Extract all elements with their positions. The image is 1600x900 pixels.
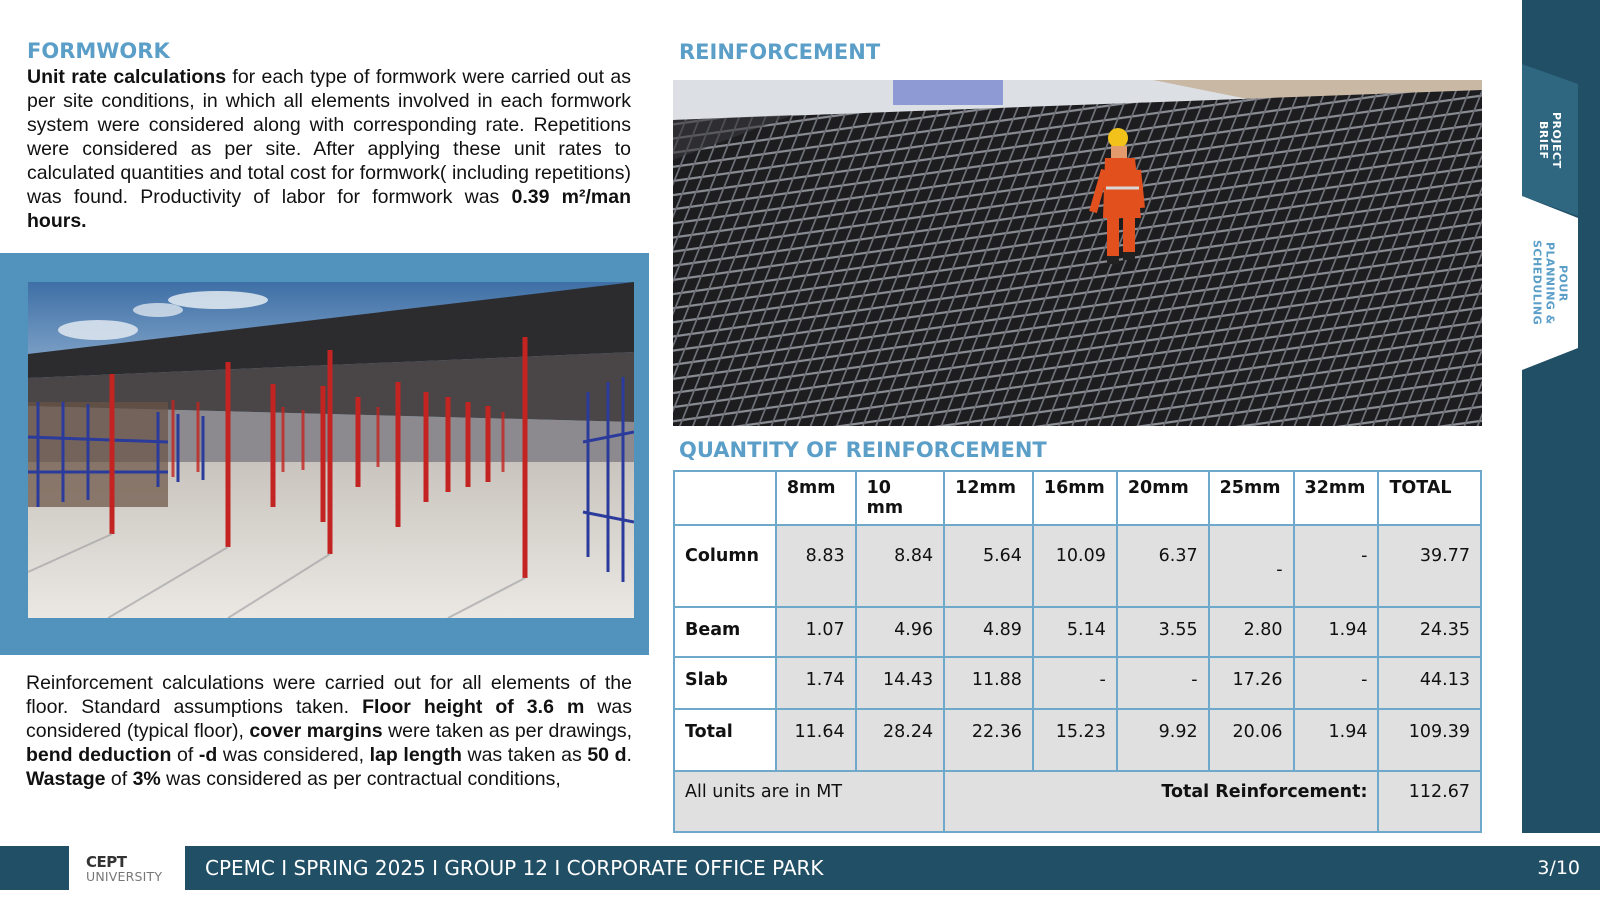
column-header: 25mm: [1209, 471, 1294, 525]
total-reinforcement-value: 112.67: [1378, 771, 1481, 832]
cept-university-logo: [69, 846, 185, 890]
column-header: 32mm: [1294, 471, 1379, 525]
row-label: Beam: [674, 607, 776, 657]
table-cell: 20.06: [1209, 709, 1294, 771]
table-cell: 5.14: [1033, 607, 1117, 657]
table-cell: 11.64: [776, 709, 856, 771]
tab-label: POUR PLANNING & SCHEDULING: [1530, 240, 1570, 326]
logo-text-top: CEPT: [86, 853, 127, 871]
column-header: 8mm: [776, 471, 856, 525]
column-header: 16mm: [1033, 471, 1117, 525]
section-sidebar: [1522, 0, 1600, 833]
table-cell: 24.35: [1378, 607, 1481, 657]
table-cell: 1.94: [1294, 607, 1379, 657]
table-cell: 11.88: [944, 657, 1033, 709]
column-header: [674, 471, 776, 525]
table-cell: -: [1209, 525, 1294, 607]
table-header-row: [674, 471, 1481, 525]
table-cell: 14.43: [856, 657, 945, 709]
table-cell: 39.77: [1378, 525, 1481, 607]
table-row: [674, 657, 1481, 709]
formwork-heading: FORMWORK: [27, 39, 170, 63]
table-cell: 109.39: [1378, 709, 1481, 771]
table-row: [674, 607, 1481, 657]
tab-project-brief[interactable]: [1522, 64, 1578, 216]
table-cell: 22.36: [944, 709, 1033, 771]
page-number: 3/10: [1537, 857, 1580, 879]
table-cell: 3.55: [1117, 607, 1209, 657]
table-cell: 2.80: [1209, 607, 1294, 657]
table-row: [674, 525, 1481, 607]
footer-bar: [0, 846, 1600, 890]
table-cell: -: [1294, 657, 1379, 709]
table-cell: 4.96: [856, 607, 945, 657]
table-cell: -: [1294, 525, 1379, 607]
column-header: 10 mm: [856, 471, 945, 525]
table-cell: 44.13: [1378, 657, 1481, 709]
table-cell: 4.89: [944, 607, 1033, 657]
total-reinforcement-label: Total Reinforcement:: [944, 771, 1378, 832]
table-cell: -: [1033, 657, 1117, 709]
row-label: Slab: [674, 657, 776, 709]
column-header: 12mm: [944, 471, 1033, 525]
units-note: All units are in MT: [674, 771, 944, 832]
formwork-paragraph: Unit rate calculations for each type of formwork were carried out as per site conditions, in which all elements involved in each formwork system were considered along with corresponding rate. Repetitions were considered as per site. After applying these unit rates to calculated quantities and total cost for formwork( including repetitions) was found. Productivity of labor for formwork was 0.39 m²/man hours.: [27, 66, 631, 232]
table-cell: 15.23: [1033, 709, 1117, 771]
quantity-table: [673, 470, 1482, 833]
table-cell: 9.92: [1117, 709, 1209, 771]
footer-title: CPEMC I SPRING 2025 I GROUP 12 I CORPORATE OFFICE PARK: [205, 856, 824, 880]
reinforcement-render-image: [673, 80, 1482, 426]
table-row: [674, 709, 1481, 771]
table-cell: 17.26: [1209, 657, 1294, 709]
table-cell: 1.74: [776, 657, 856, 709]
table-cell: 1.94: [1294, 709, 1379, 771]
row-label: Column: [674, 525, 776, 607]
column-header: 20mm: [1117, 471, 1209, 525]
reinforcement-heading: REINFORCEMENT: [679, 40, 881, 64]
table-cell: 5.64: [944, 525, 1033, 607]
reinforcement-paragraph: Reinforcement calculations were carried out for all elements of the floor. Standard assumptions taken. Floor height of 3.6 m was considered (typical floor), cover margins were taken as per drawings, bend deduction of -d was considered, lap length was taken as 50 d. Wastage of 3% was considered as per contractual conditions,: [26, 672, 633, 790]
formwork-render-image: [28, 282, 634, 618]
row-label: Total: [674, 709, 776, 771]
table-cell: -: [1117, 657, 1209, 709]
table-footer-row: [674, 771, 1481, 832]
quantity-heading: QUANTITY OF REINFORCEMENT: [679, 438, 1047, 462]
tab-pour-planning-scheduling[interactable]: [1522, 196, 1578, 370]
formwork-image-frame: [0, 253, 649, 655]
logo-text-bottom: UNIVERSITY: [86, 869, 163, 884]
table-cell: 1.07: [776, 607, 856, 657]
column-header: TOTAL: [1378, 471, 1481, 525]
table-cell: 8.84: [856, 525, 945, 607]
table-cell: 6.37: [1117, 525, 1209, 607]
table-cell: 8.83: [776, 525, 856, 607]
table-cell: 10.09: [1033, 525, 1117, 607]
tab-label: PROJECT BRIEF: [1537, 111, 1563, 169]
table-cell: 28.24: [856, 709, 945, 771]
